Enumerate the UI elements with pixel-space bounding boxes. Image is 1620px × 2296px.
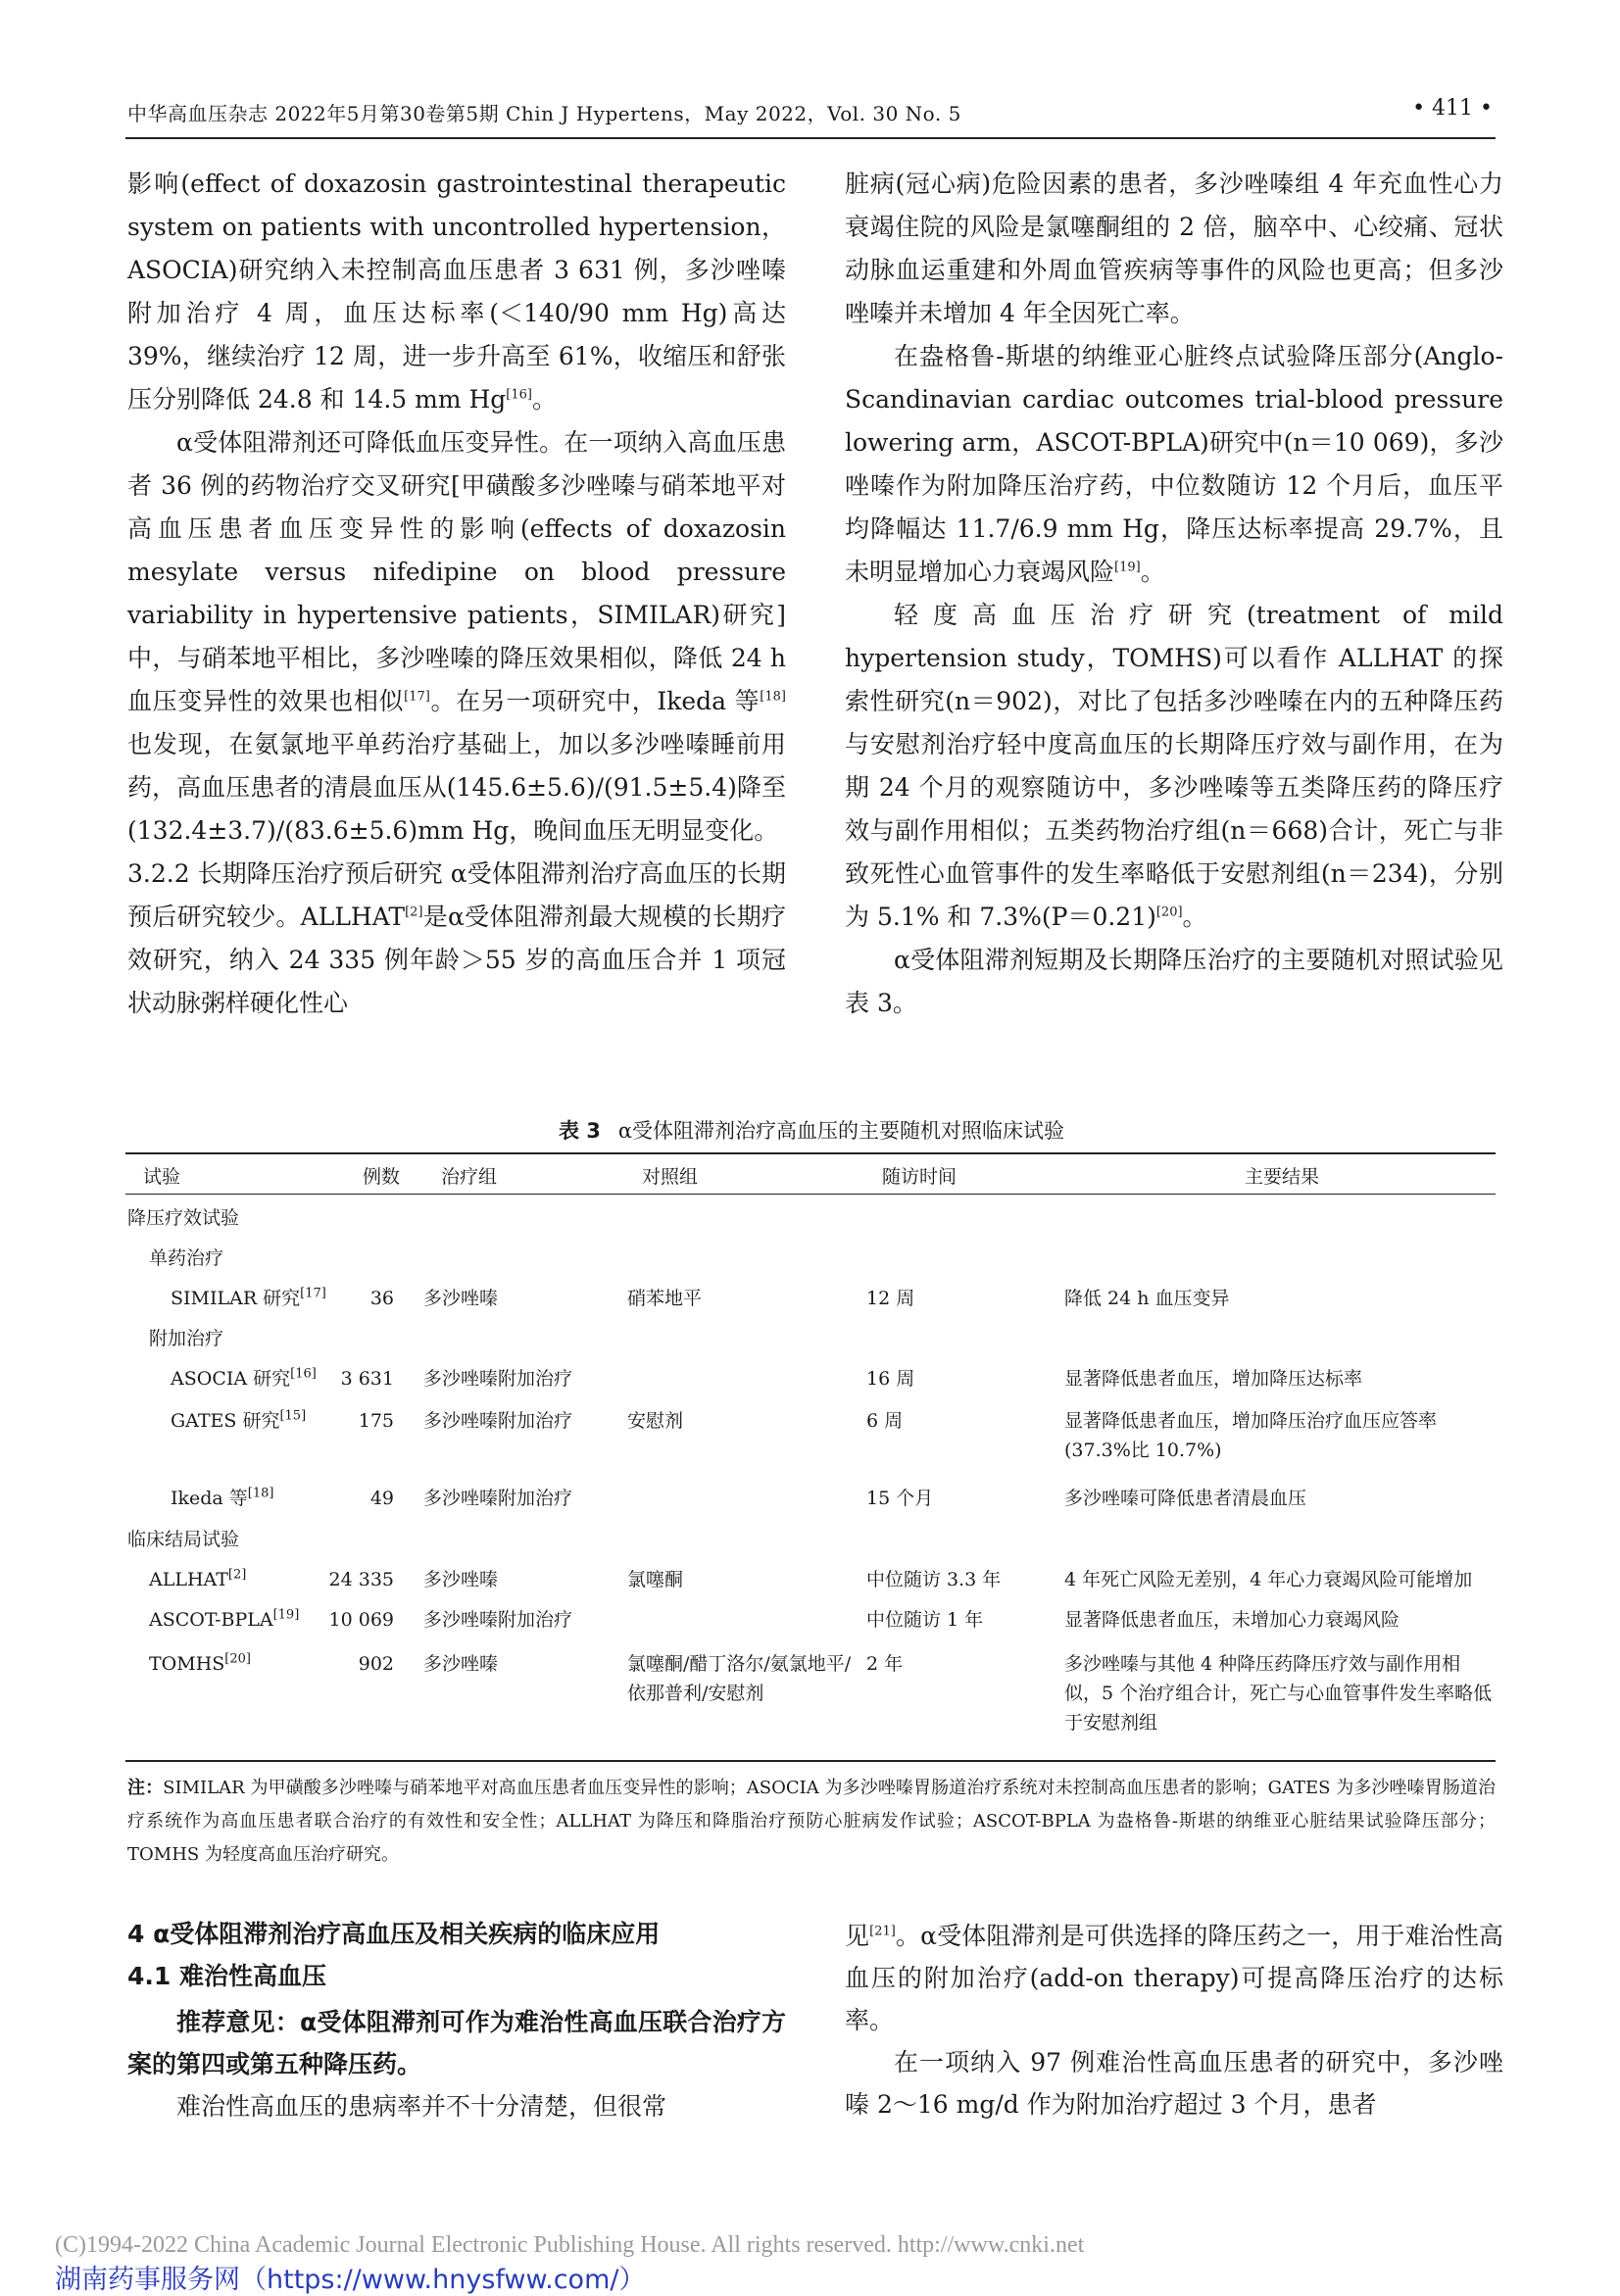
paragraph: 脏病(冠心病)危险因素的患者，多沙唑嗪组 4 年充血性心力衰竭住院的风险是氯噻酮组的 2 倍，脑卒中、心绞痛、冠状动脉血运重建和外周血管疾病等事件的风险也更高；但多沙唑嗪并未增加 4 年全因死亡率。 [845, 170, 1503, 327]
subsection-heading: 4.1 难治性高血压 [127, 1962, 326, 1990]
text-column-left [127, 163, 786, 1025]
table-cell-trial: GATES 研究[15] [171, 1408, 307, 1432]
table-cell-n: 3 631 [340, 1368, 394, 1390]
table-cell-ctrl: 硝苯地平 [627, 1288, 703, 1309]
citation: [21] [869, 1924, 896, 1939]
paragraph: 轻度高血压治疗研究(treatment of mild hypertension study，TOMHS)可以看作 ALLHAT 的探索性研究(n＝902)，对比了包括多沙唑嗪在内的五种降压药与安慰剂治疗轻中度高血压的长期降压疗效与副作用，在为期 24 个月的观察随访中，多沙唑嗪等五类降压药的降压疗效与副作用相似；五类药物治疗组(n＝668)合计，死亡与非致死性心血管事件的发生率略低于安慰剂组(n＝234)，分别为 5.1% 和 7.3%(P＝0.21)[20]。 [845, 601, 1503, 931]
table-cell-fu: 中位随访 1 年 [866, 1609, 984, 1631]
table-header: 治疗组 [441, 1166, 498, 1188]
table-rule-top [125, 1152, 1496, 1154]
table-cell-treat: 多沙唑嗪附加治疗 [423, 1609, 573, 1631]
table-cell-fu: 12 周 [866, 1288, 915, 1309]
table-cell-trial: SIMILAR 研究[17] [171, 1286, 326, 1309]
paragraph: 3.2.2 长期降压治疗预后研究 α受体阻滞剂治疗高血压的长期预后研究较少。ALLHAT[2]是α受体阻滞剂最大规模的长期疗效研究，纳入 24 335 例年龄＞55 岁的高血压合并 1 项冠状动脉粥样硬化性心 [127, 859, 787, 1017]
table-cell-n: 175 [358, 1410, 394, 1432]
table-cell-trial: TOMHS[20] [149, 1651, 251, 1675]
page-number: • 411 • [1412, 96, 1493, 121]
table-cell-n: 49 [369, 1488, 394, 1509]
table-cell-ctrl: 氯噻酮/醋丁洛尔/氨氯地平/依那普利/安慰剂 [627, 1653, 852, 1704]
paragraph: 在一项纳入 97 例难治性高血压患者的研究中，多沙唑嗪 2～16 mg/d 作为附加治疗超过 3 个月，患者 [845, 2048, 1503, 2119]
table-group-label: 降压疗效试验 [127, 1207, 240, 1229]
table-cell-treat: 多沙唑嗪附加治疗 [423, 1488, 573, 1509]
table-cell-treat: 多沙唑嗪 [423, 1288, 499, 1309]
paragraph: 在盎格鲁-斯堪的纳维亚心脏终点试验降压部分(Anglo-Scandinavian cardiac outcomes trial-blood pressure lowering arm，ASCOT-BPLA)研究中(n＝10 069)，多沙唑嗪作为附加降压治疗药，中位数随访 12 个月后，血压平均降幅达 11.7/6.9 mm Hg，降压达标率提高 29.7%，且未明显增加心力衰竭风险[19]。 [845, 342, 1503, 586]
citation: [18] [760, 689, 786, 705]
paragraph: 影响(effect of doxazosin gastrointestinal therapeutic system on patients with uncontrolled hypertension，ASOCIA)研究纳入未控制高血压患者 3 631 例，多沙唑嗪附加治疗 4 周，血压达标率(＜140/90 mm Hg)高达 39%，继续治疗 12 周，进一步升高至 61%，收缩压和舒张压分别降低 24.8 和 14.5 mm Hg[16]。 [127, 170, 786, 414]
table-cell-treat: 多沙唑嗪附加治疗 [423, 1368, 573, 1390]
table-cell-n: 24 335 [328, 1569, 394, 1590]
table-cell-fu: 6 周 [866, 1410, 904, 1432]
text-column-right-bottom [845, 1915, 1503, 2125]
citation: [2] [405, 904, 423, 920]
paragraph: 见[21]。α受体阻滞剂是可供选择的降压药之一，用于难治性高血压的附加治疗(add-on therapy)可提高降压治疗的达标率。 [845, 1922, 1503, 2034]
table-cell-trial: ASOCIA 研究[16] [171, 1366, 317, 1390]
table-cell-result: 4 年死亡风险无差别，4 年心力衰竭风险可能增加 [1064, 1569, 1473, 1590]
table-cell-treat: 多沙唑嗪 [423, 1569, 499, 1590]
header-rule [125, 137, 1496, 139]
table-cell-n: 10 069 [328, 1609, 394, 1631]
table-subgroup-label: 附加治疗 [149, 1328, 224, 1349]
table-header: 试验 [143, 1166, 181, 1188]
table-cell-fu: 16 周 [866, 1368, 915, 1390]
table-cell-result: 多沙唑嗪可降低患者清晨血压 [1064, 1488, 1307, 1509]
table-subgroup-label: 单药治疗 [149, 1247, 224, 1269]
table-cell-n: 36 [369, 1288, 394, 1309]
table-cell-n: 902 [358, 1653, 394, 1675]
table-cell-fu: 2 年 [866, 1653, 904, 1675]
table-cell-ctrl: 氯噻酮 [627, 1569, 684, 1590]
citation: [16] [506, 387, 532, 403]
copyright-watermark: (C)1994-2022 China Academic Journal Electronic Publishing House. All rights reserved. http://www.cnki.net [55, 2232, 1085, 2258]
table-header: 随访时间 [882, 1166, 957, 1188]
table-cell-treat: 多沙唑嗪 [423, 1653, 499, 1675]
citation: [20] [1155, 904, 1183, 920]
table-header: 例数 [363, 1166, 401, 1188]
table-cell-trial: ALLHAT[2] [149, 1567, 247, 1590]
table-cell-trial: Ikeda 等[18] [171, 1486, 274, 1509]
paragraph: α受体阻滞剂还可降低血压变异性。在一项纳入高血压患者 36 例的药物治疗交叉研究[甲磺酸多沙唑嗪与硝苯地平对高血压患者血压变异性的影响(effects of doxazosin mesylate versus nifedipine on blood pressure variability in hypertensive patients，SIMILAR)研究]中，与硝苯地平相比，多沙唑嗪的降压效果相似，降低 24 h 血压变异性的效果也相似[17]。在另一项研究中，Ikeda 等[18]也发现，在氨氯地平单药治疗基础上，加以多沙唑嗪睡前用药，高血压患者的清晨血压从(145.6±5.6)/(91.5±5.4)降至(132.4±3.7)/(83.6±5.6)mm Hg，晚间血压无明显变化。 [127, 428, 786, 845]
table-cell-trial: ASCOT-BPLA[19] [149, 1607, 300, 1631]
site-watermark-link[interactable]: 湖南药事服务网（https://www.hnysfww.com/） [55, 2265, 646, 2295]
table-cell-fu: 中位随访 3.3 年 [866, 1569, 1002, 1590]
table-cell-result: 降低 24 h 血压变异 [1064, 1288, 1230, 1309]
table-cell-fu: 15 个月 [866, 1488, 934, 1509]
table-cell-result: 显著降低患者血压，增加降压达标率 [1064, 1368, 1363, 1390]
recommendation: 推荐意见：α受体阻滞剂可作为难治性高血压联合治疗方案的第四或第五种降压药。 [127, 2008, 786, 2078]
table-cell-result: 显著降低患者血压，未增加心力衰竭风险 [1064, 1609, 1400, 1631]
paragraph: 难治性高血压的患病率并不十分清楚，但很常 [176, 2092, 667, 2121]
table-cell-treat: 多沙唑嗪附加治疗 [423, 1410, 573, 1432]
text-column-right [845, 163, 1503, 1025]
table-cell-ctrl: 安慰剂 [627, 1410, 684, 1432]
table-header: 主要结果 [1245, 1166, 1320, 1188]
citation: [19] [1114, 560, 1141, 575]
table-group-label: 临床结局试验 [127, 1529, 240, 1550]
table-note: 注：SIMILAR 为甲磺酸多沙唑嗪与硝苯地平对高血压患者血压变异性的影响；ASOCIA 为多沙唑嗪胃肠道治疗系统对未控制高血压患者的影响；GATES 为多沙唑嗪胃肠道治疗系统作为高血压患者联合治疗的有效性和安全性；ALLHAT 为降压和降脂治疗预防心脏病发作试验；ASCOT-BPLA 为盎格鲁-斯堪的纳维亚心脏结果试验降压部分；TOMHS 为轻度高血压治疗研究。 [127, 1778, 1496, 1865]
section-heading: 4 α受体阻滞剂治疗高血压及相关疾病的临床应用 [127, 1920, 661, 1948]
paragraph: α受体阻滞剂短期及长期降压治疗的主要随机对照试验见表 3。 [845, 946, 1503, 1017]
table-rule-mid [125, 1194, 1496, 1195]
text-column-left-bottom [127, 2001, 786, 2127]
table-rule-bottom [125, 1760, 1496, 1762]
citation: [17] [404, 689, 430, 705]
table-cell-result: 多沙唑嗪与其他 4 种降压药降压疗效与副作用相似，5 个治疗组合计，死亡与心血管事件发生率略低于安慰剂组 [1064, 1653, 1493, 1734]
table-header: 对照组 [642, 1166, 699, 1188]
table-caption: 表 3 α受体阻滞剂治疗高血压的主要随机对照临床试验 [558, 1119, 1065, 1143]
table-cell-result: 显著降低患者血压，增加降压治疗血压应答率(37.3%比 10.7%) [1064, 1410, 1438, 1461]
running-header: 中华高血压杂志 2022年5月第30卷第5期 Chin J Hypertens，May 2022，Vol. 30 No. 5 [127, 102, 961, 125]
